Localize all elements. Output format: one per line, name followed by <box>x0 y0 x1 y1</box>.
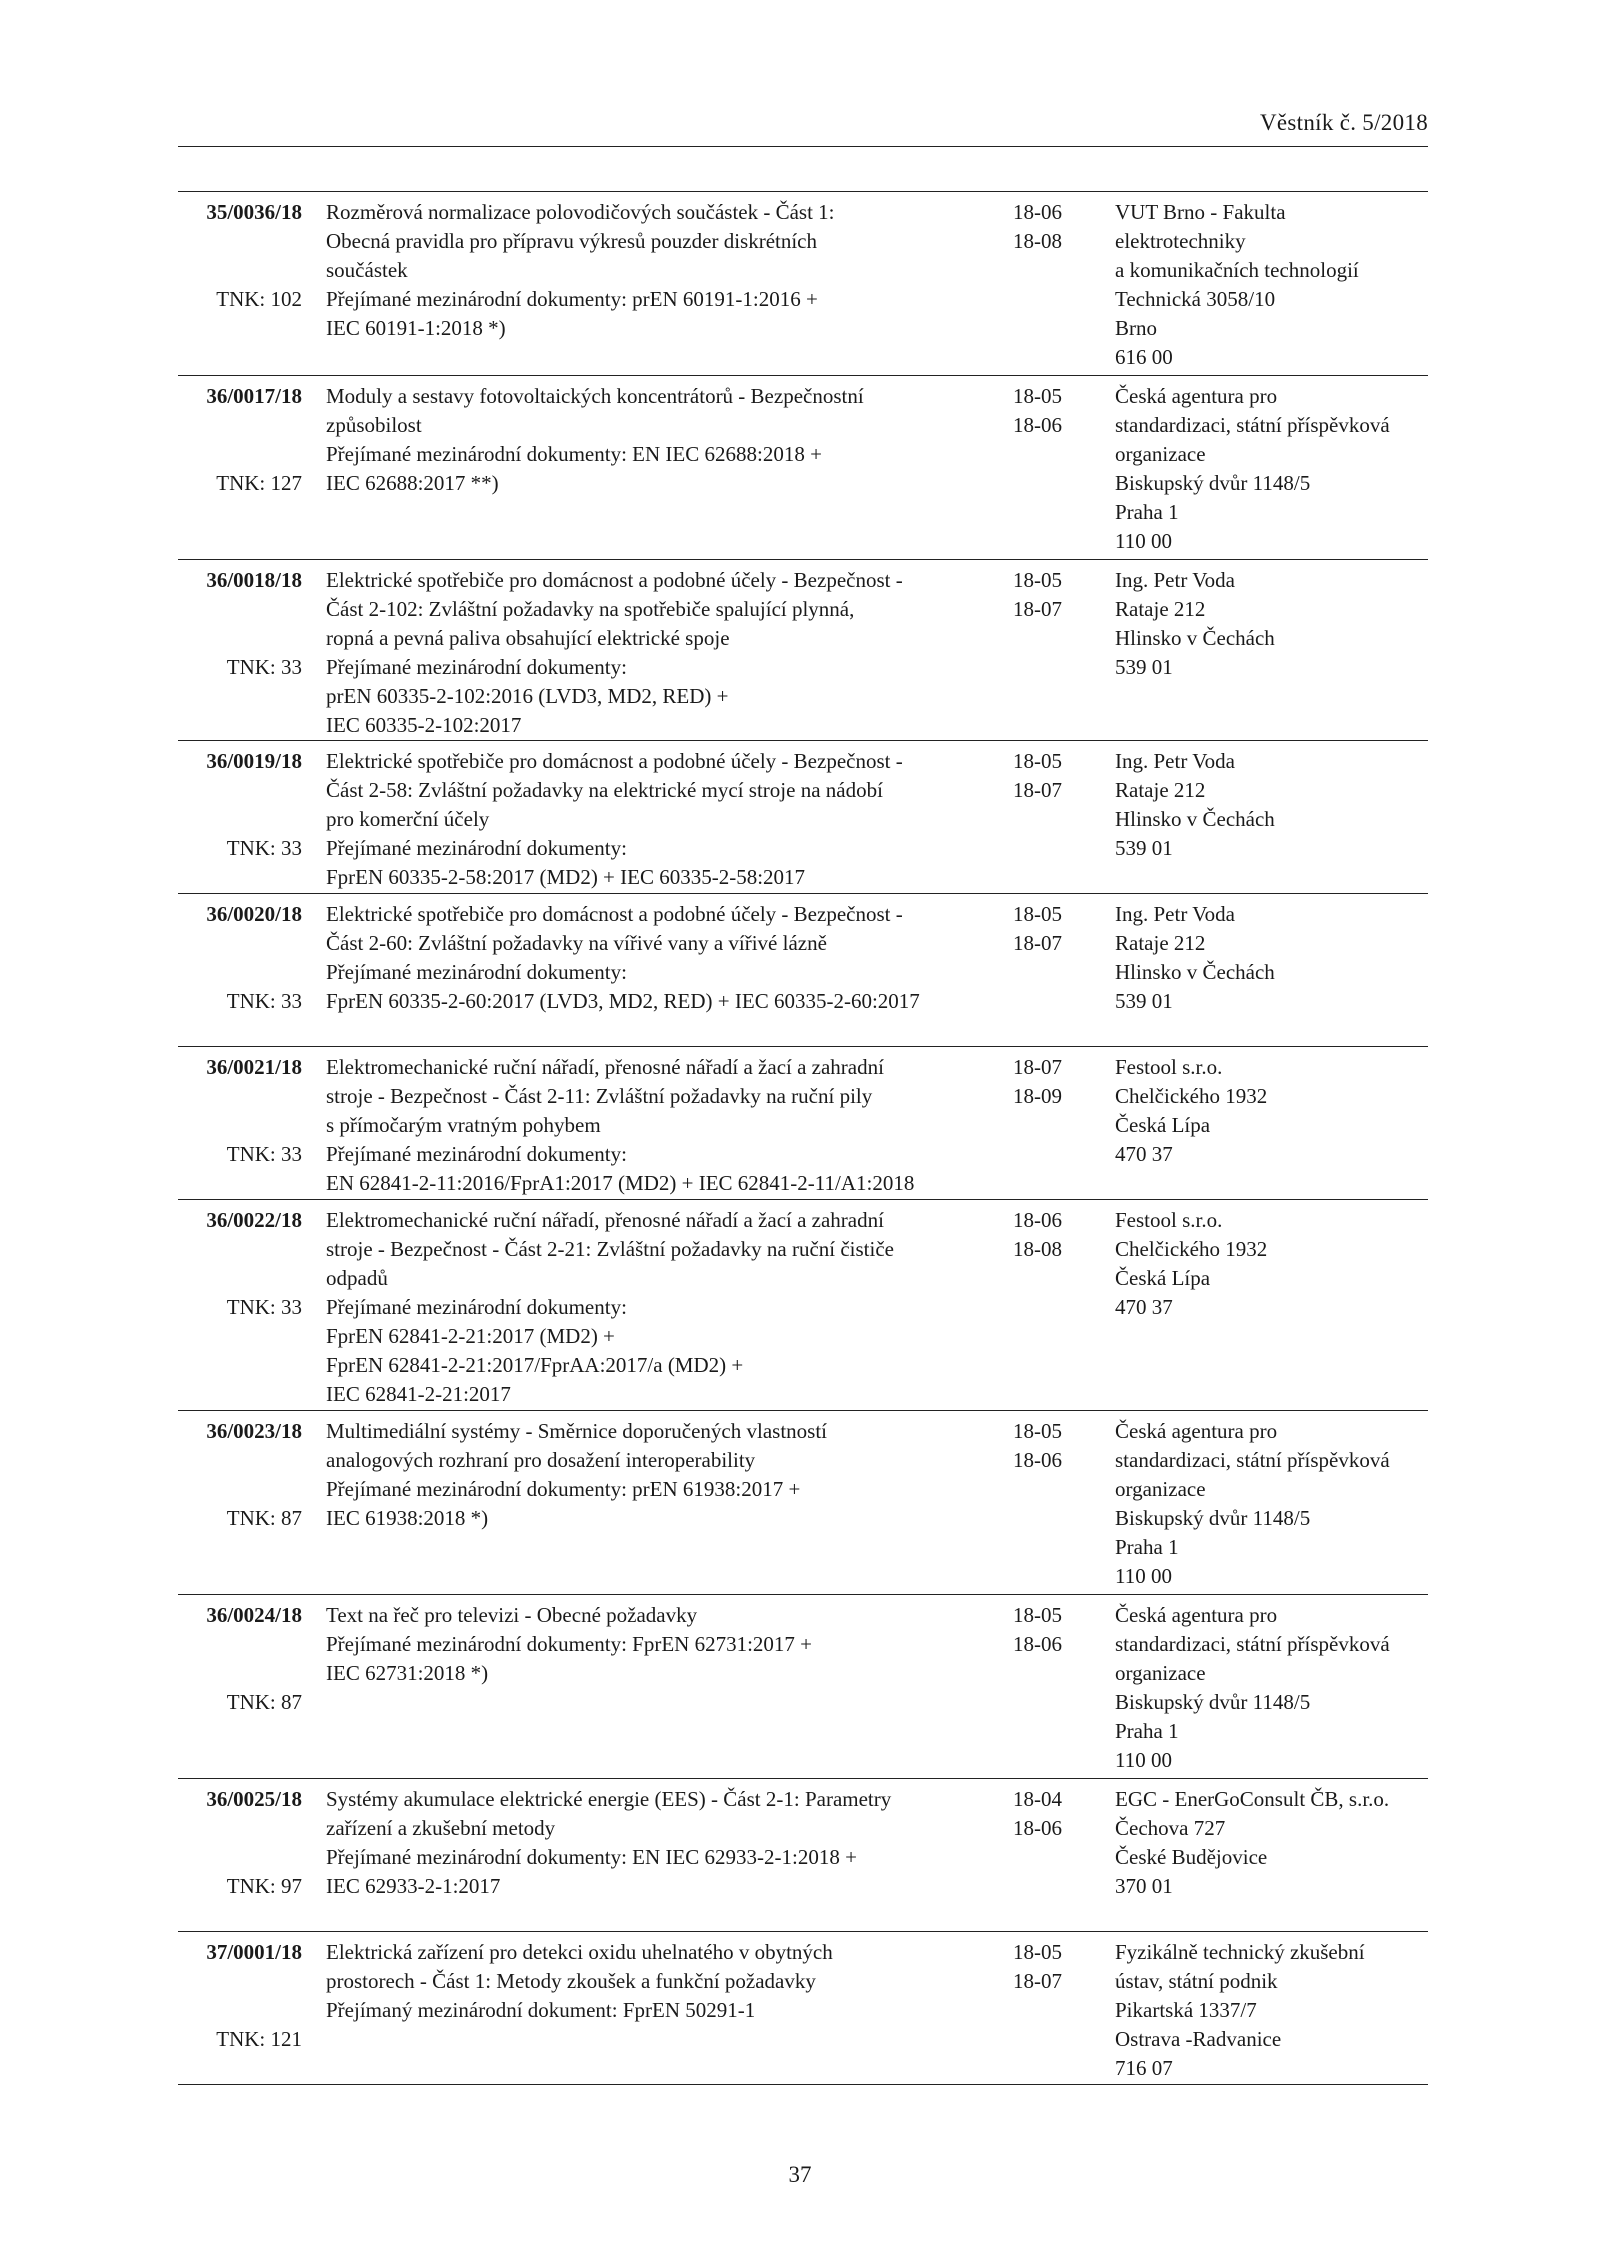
page-header <box>178 110 1428 147</box>
description-line: Přejímané mezinárodní dokumenty: <box>326 960 627 984</box>
address-line: Ing. Petr Voda <box>1115 749 1235 773</box>
processor-address <box>1115 1206 1445 1322</box>
description-line: součástek <box>326 258 408 282</box>
address-line: Chelčického 1932 <box>1115 1084 1268 1108</box>
row-identifier <box>178 198 302 311</box>
description-line: Multimediální systémy - Směrnice doporučených vlastností <box>326 1419 827 1443</box>
table-row <box>178 192 1428 376</box>
description-line: Text na řeč pro televizi - Obecné požadavky <box>326 1603 698 1627</box>
date-value: 18-06 <box>1013 200 1062 224</box>
processor-address <box>1115 1938 1445 2083</box>
description-line: IEC 60335-2-102:2017 <box>326 713 522 737</box>
description-line: Obecná pravidla pro přípravu výkresů pouzder diskrétních <box>326 229 817 253</box>
date-value: 18-05 <box>1013 568 1062 592</box>
address-line: Praha 1 <box>1115 1719 1179 1743</box>
description <box>326 382 1006 498</box>
document-number: 36/0019/18 <box>206 749 302 773</box>
description <box>326 198 1006 343</box>
tnk-label: TNK: 127 <box>216 471 302 495</box>
description-line: pro komerční účely <box>326 807 490 831</box>
address-line: Brno <box>1115 316 1157 340</box>
row-identifier <box>178 1785 302 1898</box>
description-line: Přejímaný mezinárodní dokument: FprEN 50291-1 <box>326 1998 756 2022</box>
description-line: Systémy akumulace elektrické energie (EES) - Část 2-1: Parametry <box>326 1787 892 1811</box>
date-value: 18-06 <box>1013 1448 1062 1472</box>
description-line: Rozměrová normalizace polovodičových součástek - Část 1: <box>326 200 835 224</box>
description-line: Přejímané mezinárodní dokumenty: EN IEC 62688:2018 + <box>326 442 822 466</box>
address-line: 539 01 <box>1115 989 1173 1013</box>
row-identifier <box>178 1601 302 1714</box>
description-line: EN 62841-2-11:2016/FprA1:2017 (MD2) + IEC 62841-2-11/A1:2018 <box>326 1171 915 1195</box>
date-value: 18-09 <box>1013 1084 1062 1108</box>
description-line: Část 2-102: Zvláštní požadavky na spotřebiče spalující plynná, <box>326 597 855 621</box>
date-value: 18-06 <box>1013 1208 1062 1232</box>
address-line: Praha 1 <box>1115 1535 1179 1559</box>
processor-address <box>1115 198 1445 372</box>
description-line: Přejímané mezinárodní dokumenty: EN IEC 62933-2-1:2018 + <box>326 1845 857 1869</box>
description <box>326 1785 1006 1901</box>
description-line: Přejímané mezinárodní dokumenty: <box>326 836 627 860</box>
address-line: Rataje 212 <box>1115 778 1206 802</box>
processor-address <box>1115 1053 1445 1169</box>
address-line: VUT Brno - Fakulta <box>1115 200 1286 224</box>
description-line: způsobilost <box>326 413 422 437</box>
table-row <box>178 376 1428 560</box>
description-line: FprEN 62841-2-21:2017 (MD2) + <box>326 1324 615 1348</box>
dates <box>1013 382 1083 440</box>
address-line: Ing. Petr Voda <box>1115 568 1235 592</box>
description-line: Přejímané mezinárodní dokumenty: <box>326 1295 627 1319</box>
address-line: standardizaci, státní příspěvková <box>1115 1448 1390 1472</box>
address-line: Hlinsko v Čechách <box>1115 626 1275 650</box>
description-line: Elektromechanické ruční nářadí, přenosné nářadí a žací a zahradní <box>326 1208 884 1232</box>
address-line: Česká Lípa <box>1115 1266 1211 1290</box>
document-number: 36/0025/18 <box>206 1787 302 1811</box>
processor-address <box>1115 1417 1445 1591</box>
description-line: Elektrická zařízení pro detekci oxidu uhelnatého v obytných <box>326 1940 833 1964</box>
document-number: 36/0018/18 <box>206 568 302 592</box>
address-line: 110 00 <box>1115 1564 1172 1588</box>
address-line: 539 01 <box>1115 836 1173 860</box>
row-identifier <box>178 1417 302 1530</box>
dates <box>1013 1417 1083 1475</box>
date-value: 18-05 <box>1013 1603 1062 1627</box>
address-line: organizace <box>1115 1477 1206 1501</box>
description <box>326 1938 1006 2025</box>
description-line: Přejímané mezinárodní dokumenty: <box>326 1142 627 1166</box>
tnk-label: TNK: 121 <box>216 2027 302 2051</box>
address-line: organizace <box>1115 1661 1206 1685</box>
address-line: 716 07 <box>1115 2056 1173 2080</box>
dates <box>1013 1601 1083 1659</box>
description-line: Elektromechanické ruční nářadí, přenosné nářadí a žací a zahradní <box>326 1055 884 1079</box>
dates <box>1013 747 1083 805</box>
tnk-label: TNK: 33 <box>226 1142 302 1166</box>
address-line: Technická 3058/10 <box>1115 287 1276 311</box>
description <box>326 1206 1006 1409</box>
dates <box>1013 1785 1083 1843</box>
address-line: Biskupský dvůr 1148/5 <box>1115 1690 1311 1714</box>
address-line: 616 00 <box>1115 345 1173 369</box>
processor-address <box>1115 566 1445 682</box>
description-line: FprEN 62841-2-21:2017/FprAA:2017/a (MD2) + <box>326 1353 744 1377</box>
date-value: 18-08 <box>1013 229 1062 253</box>
description-line: Elektrické spotřebiče pro domácnost a podobné účely - Bezpečnost - <box>326 749 903 773</box>
address-line: Čechova 727 <box>1115 1816 1226 1840</box>
tnk-label: TNK: 102 <box>216 287 302 311</box>
address-line: 110 00 <box>1115 1748 1172 1772</box>
description-line: Část 2-60: Zvláštní požadavky na vířivé vany a vířivé lázně <box>326 931 827 955</box>
address-line: 370 01 <box>1115 1874 1173 1898</box>
document-number: 36/0022/18 <box>206 1208 302 1232</box>
description-line: Přejímané mezinárodní dokumenty: FprEN 62731:2017 + <box>326 1632 813 1656</box>
table-row <box>178 560 1428 741</box>
address-line: Česká agentura pro <box>1115 1419 1278 1443</box>
address-line: Pikartská 1337/7 <box>1115 1998 1257 2022</box>
table-row <box>178 1932 1428 2085</box>
date-value: 18-06 <box>1013 1816 1062 1840</box>
description-line: Přejímané mezinárodní dokumenty: prEN 61938:2017 + <box>326 1477 801 1501</box>
date-value: 18-05 <box>1013 902 1062 926</box>
table-row <box>178 1779 1428 1932</box>
processor-address <box>1115 900 1445 1016</box>
row-identifier <box>178 900 302 1013</box>
table-row <box>178 1411 1428 1595</box>
description-line: IEC 62933-2-1:2017 <box>326 1874 501 1898</box>
processor-address <box>1115 1785 1445 1901</box>
address-line: Ostrava -Radvanice <box>1115 2027 1282 2051</box>
address-line: Festool s.r.o. <box>1115 1055 1223 1079</box>
table-row <box>178 1200 1428 1411</box>
description <box>326 1417 1006 1533</box>
description-line: Přejímané mezinárodní dokumenty: prEN 60191-1:2016 + <box>326 287 818 311</box>
address-line: standardizaci, státní příspěvková <box>1115 1632 1390 1656</box>
row-identifier <box>178 747 302 860</box>
description-line: Přejímané mezinárodní dokumenty: <box>326 655 627 679</box>
document-number: 36/0021/18 <box>206 1055 302 1079</box>
description-line: zařízení a zkušební metody <box>326 1816 556 1840</box>
tnk-label: TNK: 33 <box>226 1295 302 1319</box>
address-line: Rataje 212 <box>1115 597 1206 621</box>
journal-title: Věstník č. 5/2018 <box>1260 110 1428 135</box>
tnk-label: TNK: 33 <box>226 836 302 860</box>
date-value: 18-08 <box>1013 1237 1062 1261</box>
row-identifier <box>178 382 302 495</box>
date-value: 18-04 <box>1013 1787 1062 1811</box>
tnk-label: TNK: 87 <box>226 1690 302 1714</box>
dates <box>1013 1206 1083 1264</box>
address-line: Ing. Petr Voda <box>1115 902 1235 926</box>
date-value: 18-05 <box>1013 384 1062 408</box>
description-line: FprEN 60335-2-58:2017 (MD2) + IEC 60335-2-58:2017 <box>326 865 806 889</box>
address-line: Praha 1 <box>1115 500 1179 524</box>
address-line: Hlinsko v Čechách <box>1115 960 1275 984</box>
date-value: 18-06 <box>1013 1632 1062 1656</box>
dates <box>1013 566 1083 624</box>
description <box>326 900 1006 1016</box>
date-value: 18-07 <box>1013 778 1062 802</box>
date-value: 18-06 <box>1013 413 1062 437</box>
dates <box>1013 198 1083 256</box>
address-line: EGC - EnerGoConsult ČB, s.r.o. <box>1115 1787 1390 1811</box>
description-line: stroje - Bezpečnost - Část 2-11: Zvláštní požadavky na ruční pily <box>326 1084 873 1108</box>
description <box>326 566 1006 740</box>
description-line: IEC 62841-2-21:2017 <box>326 1382 511 1406</box>
address-line: Česká agentura pro <box>1115 1603 1278 1627</box>
tnk-label: TNK: 97 <box>226 1874 302 1898</box>
dates <box>1013 900 1083 958</box>
address-line: Hlinsko v Čechách <box>1115 807 1275 831</box>
row-identifier <box>178 566 302 679</box>
date-value: 18-07 <box>1013 1969 1062 1993</box>
processor-address <box>1115 382 1445 556</box>
table-row <box>178 894 1428 1047</box>
description-line: IEC 62731:2018 *) <box>326 1661 489 1685</box>
date-value: 18-07 <box>1013 931 1062 955</box>
description-line: IEC 62688:2017 **) <box>326 471 499 495</box>
announcements-table <box>178 191 1428 2085</box>
description-line: odpadů <box>326 1266 388 1290</box>
address-line: Rataje 212 <box>1115 931 1206 955</box>
description-line: stroje - Bezpečnost - Část 2-21: Zvláštní požadavky na ruční čističe <box>326 1237 894 1261</box>
row-identifier <box>178 1938 302 2051</box>
address-line: Fyzikálně technický zkušební <box>1115 1940 1365 1964</box>
date-value: 18-07 <box>1013 597 1062 621</box>
document-number: 36/0017/18 <box>206 384 302 408</box>
description-line: FprEN 60335-2-60:2017 (LVD3, MD2, RED) + IEC 60335-2-60:2017 <box>326 989 920 1013</box>
description-line: prostorech - Část 1: Metody zkoušek a funkční požadavky <box>326 1969 816 1993</box>
address-line: 110 00 <box>1115 529 1172 553</box>
address-line: Festool s.r.o. <box>1115 1208 1223 1232</box>
address-line: 470 37 <box>1115 1295 1173 1319</box>
dates <box>1013 1053 1083 1111</box>
address-line: elektrotechniky <box>1115 229 1246 253</box>
tnk-label: TNK: 87 <box>226 1506 302 1530</box>
description-line: ropná a pevná paliva obsahující elektrické spoje <box>326 626 730 650</box>
description-line: Elektrické spotřebiče pro domácnost a podobné účely - Bezpečnost - <box>326 902 903 926</box>
description <box>326 1053 1006 1198</box>
page-number: 37 <box>788 2162 812 2187</box>
processor-address <box>1115 747 1445 863</box>
description-line: IEC 60191-1:2018 *) <box>326 316 506 340</box>
address-line: Biskupský dvůr 1148/5 <box>1115 471 1311 495</box>
date-value: 18-05 <box>1013 1940 1062 1964</box>
document-number: 36/0023/18 <box>206 1419 302 1443</box>
table-row <box>178 1047 1428 1200</box>
address-line: Chelčického 1932 <box>1115 1237 1268 1261</box>
document-number: 37/0001/18 <box>206 1940 302 1964</box>
address-line: Biskupský dvůr 1148/5 <box>1115 1506 1311 1530</box>
address-line: organizace <box>1115 442 1206 466</box>
description-line: Elektrické spotřebiče pro domácnost a podobné účely - Bezpečnost - <box>326 568 903 592</box>
address-line: Česká agentura pro <box>1115 384 1278 408</box>
date-value: 18-07 <box>1013 1055 1062 1079</box>
address-line: 539 01 <box>1115 655 1173 679</box>
description-line: Moduly a sestavy fotovoltaických koncentrátorů - Bezpečnostní <box>326 384 864 408</box>
address-line: České Budějovice <box>1115 1845 1268 1869</box>
address-line: standardizaci, státní příspěvková <box>1115 413 1390 437</box>
tnk-label: TNK: 33 <box>226 989 302 1013</box>
dates <box>1013 1938 1083 1996</box>
document-number: 35/0036/18 <box>206 200 302 224</box>
processor-address <box>1115 1601 1445 1775</box>
document-number: 36/0020/18 <box>206 902 302 926</box>
date-value: 18-05 <box>1013 1419 1062 1443</box>
address-line: Česká Lípa <box>1115 1113 1211 1137</box>
description-line: s přímočarým vratným pohybem <box>326 1113 601 1137</box>
description-line: analogových rozhraní pro dosažení interoperability <box>326 1448 756 1472</box>
row-identifier <box>178 1053 302 1166</box>
table-row <box>178 741 1428 894</box>
row-identifier <box>178 1206 302 1319</box>
description-line: prEN 60335-2-102:2016 (LVD3, MD2, RED) + <box>326 684 729 708</box>
table-row <box>178 1595 1428 1779</box>
tnk-label: TNK: 33 <box>226 655 302 679</box>
date-value: 18-05 <box>1013 749 1062 773</box>
description-line: IEC 61938:2018 *) <box>326 1506 489 1530</box>
document-number: 36/0024/18 <box>206 1603 302 1627</box>
description <box>326 747 1006 892</box>
address-line: 470 37 <box>1115 1142 1173 1166</box>
description <box>326 1601 1006 1688</box>
address-line: a komunikačních technologií <box>1115 258 1359 282</box>
address-line: ústav, státní podnik <box>1115 1969 1278 1993</box>
description-line: Část 2-58: Zvláštní požadavky na elektrické mycí stroje na nádobí <box>326 778 883 802</box>
